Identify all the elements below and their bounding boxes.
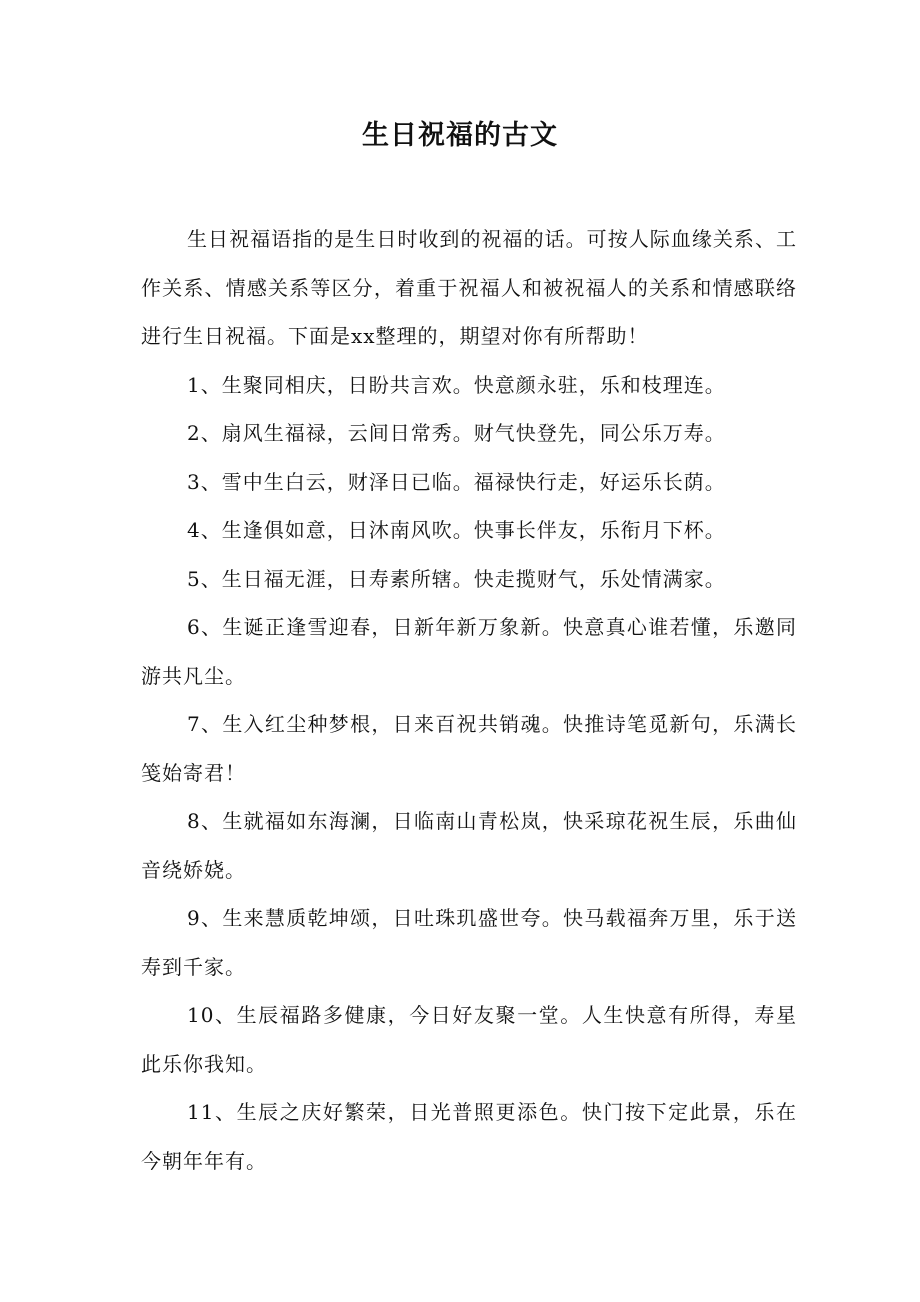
list-item: 8、生就福如东海澜，日临南山青松岚，快采琼花祝生辰，乐曲仙音绕娇娆。 (141, 809, 797, 882)
list-item: 6、生诞正逢雪迎春，日新年新万象新。快意真心谁若懂，乐邀同游共凡尘。 (141, 615, 797, 688)
list-item: 1、生聚同相庆，日盼共言欢。快意颜永驻，乐和枝理连。 (187, 372, 726, 397)
list-item: 3、雪中生白云，财泽日已临。福禄快行走，好运乐长荫。 (187, 469, 726, 494)
intro-paragraph: 生日祝福语指的是生日时收到的祝福的话。可按人际血缘关系、工作关系、情感关系等区分，着重于祝福人和被祝福人的关系和情感联络进行生日祝福。下面是xx整理的，期望对你有所帮助！ (141, 227, 797, 348)
list-item: 11、生辰之庆好繁荣，日光普照更添色。快门按下定此景，乐在今朝年年有。 (141, 1100, 797, 1173)
document-body (141, 215, 797, 1185)
list-item: 5、生日福无涯，日寿素所辖。快走揽财气，乐处情满家。 (187, 566, 726, 591)
list-item: 2、扇风生福禄，云间日常秀。财气快登先，同公乐万寿。 (187, 421, 726, 445)
list-item: 4、生逢俱如意，日沐南风吹。快事长伴友，乐衔月下杯。 (187, 518, 726, 542)
list-item: 10、生辰福路多健康，今日好友聚一堂。人生快意有所得，寿星此乐你我知。 (141, 1003, 797, 1076)
page-title: 生日祝福的古文 (362, 120, 558, 151)
list-item: 9、生来慧质乾坤颂，日吐珠玑盛世夸。快马载福奔万里，乐于送寿到千家。 (141, 906, 797, 979)
list-item: 7、生入红尘种梦根，日来百祝共销魂。快推诗笔觅新句，乐满长笺始寄君！ (141, 712, 797, 785)
